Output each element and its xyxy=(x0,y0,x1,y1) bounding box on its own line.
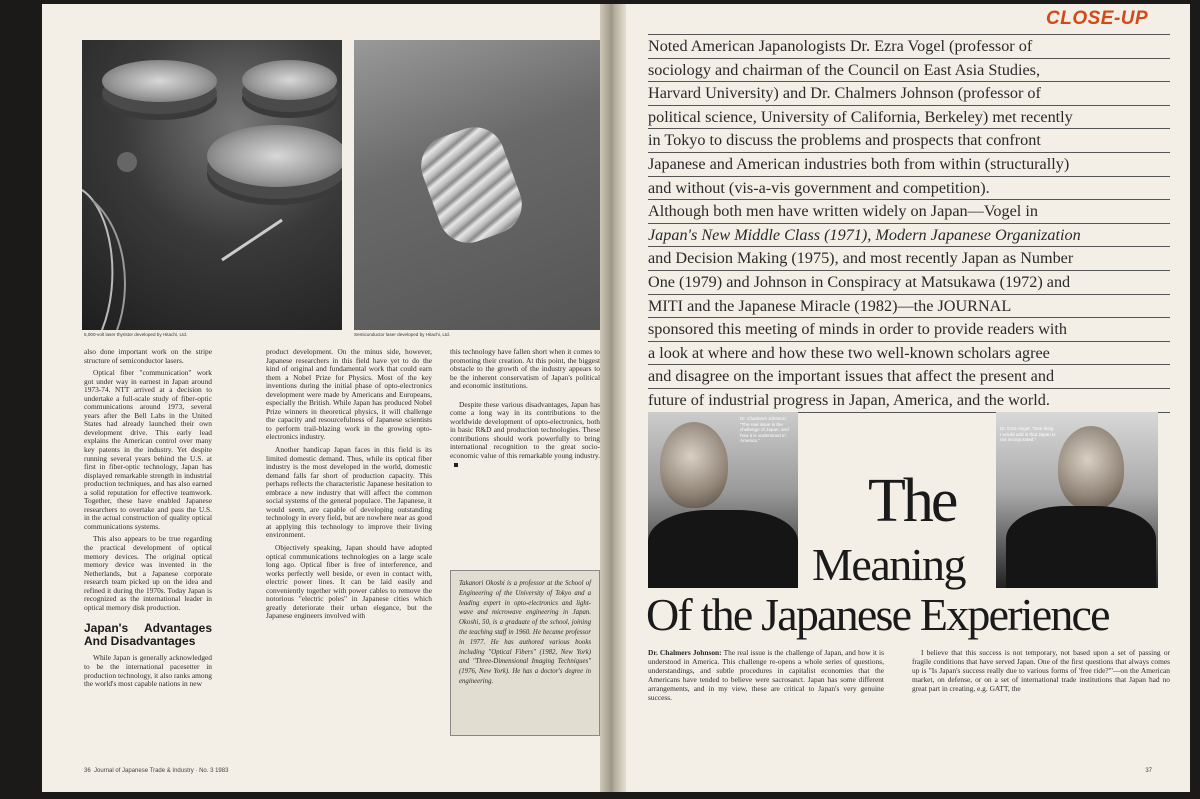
article-column-3 xyxy=(450,348,600,473)
headline-meaning: Meaning xyxy=(812,539,966,590)
paragraph: Despite these various disadvantages, Japan has come a long way in its contributions to the worldwide development of opto-electronics, both in basic R&D and production technologies. These contributions should work powerfully to bring international recognition to the great socio-economic value of this remarkable young industry. xyxy=(450,401,600,469)
interview-column-2 xyxy=(912,648,1170,693)
article-column-2 xyxy=(266,348,432,625)
intro-line: One (1979) and Johnson in Conspiracy at Matsukawa (1972) and xyxy=(648,271,1170,295)
intro-line: and Decision Making (1975), and most recently Japan as Number xyxy=(648,247,1170,271)
paragraph: I believe that this success is not temporary, not based upon a set of passing or fragile conditions that have served Japan. One of the first questions that always comes up is "Is Japan's success really due to various forms of 'free ride?'"—on the American market, on defense, or on a set of international trade institutions that Japan had no great part in creating, e.g. GATT, the xyxy=(912,648,1170,693)
paragraph: also done important work on the stripe structure of semiconductor lasers. xyxy=(84,347,212,365)
intro-line: sociology and chairman of the Council on East Asia Studies, xyxy=(648,59,1170,83)
headline-the: The xyxy=(868,467,956,535)
end-mark-icon xyxy=(454,463,458,467)
paragraph: this technology have fallen short when it comes to promoting their creation. At this point, the biggest obstacle to the growth of the industry appears to be the inherent conservatism of Japan's political and economic institutions. xyxy=(450,347,600,391)
paragraph: Optical fiber "communication" work got under way in earnest in Japan around 1973-74. NTT arrived at a decision to undertake a full-scale study of fiber-optic communications around 1973, several years after the Bell Labs in the United States had already launched their own development drive. This early lead explains the American control over many key patents in the industry. Yet despite running several years behind the U.S. at first in fiber-optic technology, Japan has displayed remarkable strength in industrial production techniques, and has also earned a solid reputation for effective teamwork. Together, these have enabled Japanese researchers to overtake and pass the U.S. in the actual construction of quality optical communications systems. xyxy=(84,368,212,531)
intro-line: political science, University of California, Berkeley) met recently xyxy=(648,106,1170,130)
paragraph: This also appears to be true regarding the practical development of optical memory devices. The original optical memory device was invented in the Netherlands, but a Japanese corporate research team picked up on the idea and refined it during the 1970s. Today Japan is recognized as the international leader in optical memory disk production. xyxy=(84,534,212,612)
intro-line: MITI and the Japanese Miracle (1982)—the JOURNAL xyxy=(648,295,1170,319)
intro-line: Noted American Japanologists Dr. Ezra Vogel (professor of xyxy=(648,34,1170,59)
headline-rest: Of the Japanese Experience xyxy=(646,589,1109,640)
intro-line: Japan's New Middle Class (1971), Modern Japanese Organization xyxy=(648,224,1170,248)
page-number: 36 xyxy=(84,768,91,774)
section-tag: CLOSE-UP xyxy=(1046,8,1149,29)
thyristor-caption: 5,000-volt laser thyristor developed by Hitachi, Ltd. xyxy=(84,332,188,337)
paragraph: Dr. Chalmers Johnson: The real issue is the challenge of Japan, and how it is understood in America. This challenge re-opens a whole series of questions, understandings, and subtle procedures in capitalist economies that the Americans have tended to believe were sacrosanct. Japan has some different arrangements, and in my view, these are critical to Japan's very genuine success. xyxy=(648,648,884,702)
intro-line: in Tokyo to discuss the problems and prospects that confront xyxy=(648,129,1170,153)
intro-line: a look at where and how these two well-known scholars agree xyxy=(648,342,1170,366)
paragraph: Another handicap Japan faces in this field is its limited domestic demand. Thus, while its optical fiber industry is the most developed in the world, domestic demand falls far short of production capacity. This perhaps reflects the characteristic Japanese hesitation to embrace a new industry that will affect the common social systems of the general populace. The Japanese, it would seem, are capable of developing outstanding technology in every field, but are nowhere near as good at applying this technology to improve their living environment. xyxy=(266,445,432,540)
section-subhead: Japan's Advantages And Disadvantages xyxy=(84,621,212,649)
laser-caption: Semiconductor laser developed by Hitachi, Ltd. xyxy=(354,332,451,337)
paragraph: Objectively speaking, Japan should have adopted optical communications technologies on a large scale long ago. Optical fiber is free of interference, and works perfectly well beside, or even in contact with, electric power lines. It can be laid easily and conveniently together with power cables to remove the notorious "electric poles" in Japanese cities which greatly deteriorate their urban elegance, but the Japanese engineers involved with xyxy=(266,543,432,621)
intro-line: Although both men have written widely on Japan—Vogel in xyxy=(648,200,1170,224)
intro-line: future of industrial progress in Japan, America, and the world. xyxy=(648,389,1170,413)
page-number-right: 37 xyxy=(1145,768,1152,774)
thyristor-photo xyxy=(82,40,342,330)
intro-line: Harvard University) and Dr. Chalmers Johnson (professor of xyxy=(648,82,1170,106)
book-gutter xyxy=(600,4,626,792)
page-footer-left xyxy=(84,768,228,774)
paragraph: product development. On the minus side, however, Japanese researchers in this field have yet to do the kind of original and fundamental work that could earn them a Nobel Prize for Physics. Most of the key inventions during the initial phase of opto-electronics development were made by Americans and Europeans, especially the British. While Japan has produced Nobel Prize winners in theoretical physics, it will challenge the capacity and resourcefulness of Japanese scientists to perform trail-blazing work in the growing opto-electronics industry. xyxy=(266,347,432,442)
intro-line: sponsored this meeting of minds in order to provide readers with xyxy=(648,318,1170,342)
author-bio-box: Takanori Okoshi is a professor at the School of Engineering of the University of Tokyo and a leading expert in opto-electronics and light-wave and microwave engineering in Japan. Okoshi, 50, is a graduate of the school, joining the teaching staff in 1960. He became professor in 1977. He has authored various books including "Optical Fibers" (1982, New York) and "Three-Dimensional Imaging Techniques" (1976, New York). He has a doctor's degree in engineering. xyxy=(450,570,600,736)
vogel-photo-caption: Dr. Ezra Vogel: "One thing I would add is that Japan is not incorporated." xyxy=(1000,426,1056,442)
intro-line: and disagree on the important issues that affect the present and xyxy=(648,365,1170,389)
vogel-portrait xyxy=(996,412,1158,588)
journal-name: Journal of Japanese Trade & Industry · No. 3 1983 xyxy=(94,768,229,774)
interview-column-1 xyxy=(648,648,884,702)
intro-line: Japanese and American industries both from within (structurally) xyxy=(648,153,1170,177)
intro-line: and without (vis-a-vis government and competition). xyxy=(648,177,1170,201)
intro-block xyxy=(648,34,1170,413)
left-page xyxy=(42,4,608,792)
paragraph: While Japan is generally acknowledged to be the international pacesetter in production technology, it also ranks among the world's most capable nations in new xyxy=(84,653,212,689)
johnson-portrait xyxy=(648,412,798,588)
laser-photo xyxy=(354,40,604,330)
article-column-1 xyxy=(84,348,212,693)
johnson-photo-caption: Dr. Chalmers Johnson: "The real issue is the challenge of Japan, and how it is understood in America." xyxy=(740,416,789,443)
speaker-name: Dr. Chalmers Johnson: xyxy=(648,648,722,657)
